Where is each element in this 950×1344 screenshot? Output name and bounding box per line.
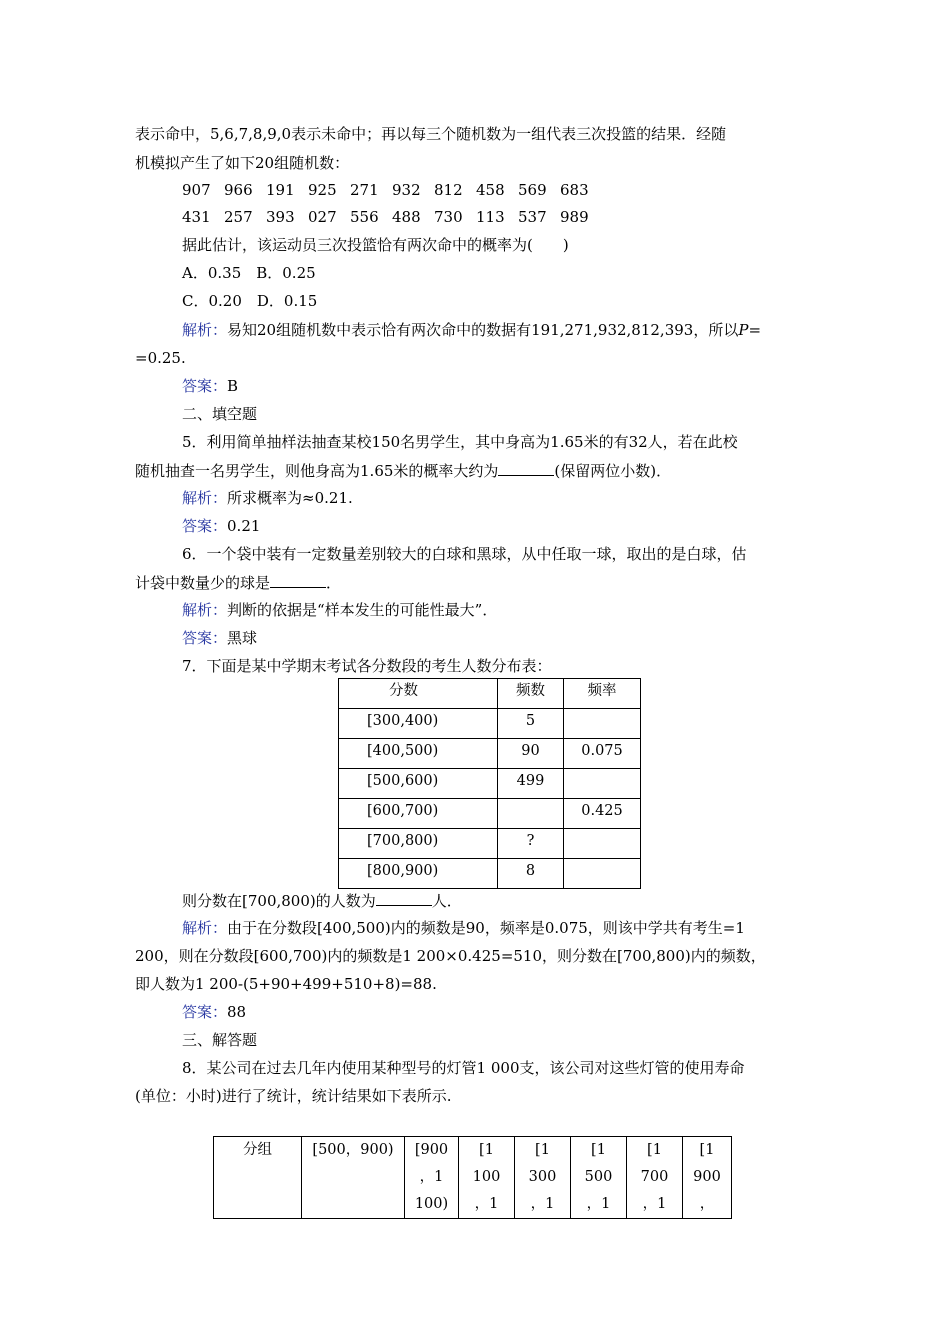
random-number: 925 — [308, 181, 337, 199]
q6-analysis — [182, 600, 497, 620]
random-row-1 — [182, 180, 602, 200]
answer-label: 答案： — [182, 517, 228, 535]
random-number: 458 — [476, 181, 505, 199]
cell-text: ， — [699, 1196, 715, 1212]
section-title-solutions: 三、解答题 — [182, 1031, 258, 1049]
answer-blank — [376, 890, 432, 906]
cell-text: [1 — [479, 1142, 494, 1158]
q7-analysis-line3: 即人数为1 200-(5+90+499+510+8)=88. — [135, 975, 437, 993]
cell-text: ，1 — [419, 1169, 444, 1185]
random-number: 191 — [266, 181, 295, 199]
cell-text: 900 — [693, 1169, 721, 1185]
cell-text: ，1 — [642, 1196, 667, 1212]
cell-text: 500 — [584, 1169, 613, 1185]
cell-text: [1 — [591, 1142, 606, 1158]
random-number: 488 — [392, 208, 421, 226]
table-cell: 499 — [498, 769, 564, 799]
random-number: 812 — [434, 181, 463, 199]
table-cell: [500,600) — [339, 769, 498, 799]
q4-options-cd: C．0.20 D．0.15 — [182, 292, 318, 310]
analysis-text: 易知20组随机数中表示恰有两次命中的数据有191,271,932,812,393，所以 — [227, 321, 739, 339]
q5-line2-suffix: (保留两位小数)． — [554, 462, 672, 480]
table-row — [339, 829, 641, 859]
section-title-fill-in: 二、填空题 — [182, 405, 258, 423]
table-cell: [300,400) — [339, 709, 498, 739]
q5-line2 — [135, 460, 671, 481]
random-number: 537 — [518, 208, 547, 226]
table-cell: 分组 — [214, 1137, 302, 1219]
random-row-2 — [182, 207, 602, 227]
q4-question: 据此估计，该运动员三次投篮恰有两次命中的概率为( ) — [182, 236, 569, 254]
table-row — [339, 799, 641, 829]
q4-analysis-line2: =0.25. — [135, 349, 186, 367]
table-header-row — [339, 679, 641, 709]
table-header: 分数 — [339, 679, 498, 709]
random-number: 989 — [560, 208, 589, 226]
analysis-text: 由于在分数段[400,500)内的频数是90，频率是0.075，则该中学共有考生=1 — [227, 919, 745, 937]
table-cell: 5 — [498, 709, 564, 739]
random-number: 556 — [350, 208, 379, 226]
math-p: P — [738, 321, 749, 339]
q7-line1: 7．下面是某中学期末考试各分数段的考生人数分布表： — [182, 657, 552, 675]
equals: = — [748, 321, 762, 339]
q4-cont-line1: 表示命中，5,6,7,8,9,0表示未命中；再以每三个随机数为一组代表三次投篮的结果．经随 — [135, 125, 727, 143]
cell-text: 700 — [640, 1169, 669, 1185]
cell-text: ，1 — [586, 1196, 611, 1212]
table-cell: 0.075 — [564, 739, 641, 769]
table-cell: [500，900) — [302, 1137, 405, 1219]
table-cell: ? — [498, 829, 564, 859]
random-number: 027 — [308, 208, 337, 226]
table-cell — [683, 1137, 732, 1219]
table-cell — [564, 709, 641, 739]
q7-after-suffix: 人． — [431, 892, 462, 910]
lamp-lifetime-table — [213, 1136, 732, 1219]
analysis-label: 解析： — [182, 489, 228, 507]
table-row — [339, 739, 641, 769]
random-number: 257 — [224, 208, 253, 226]
answer-value: 黑球 — [227, 629, 258, 647]
analysis-text: 判断的依据是“样本发生的可能性最大”． — [227, 601, 498, 619]
table-cell: 0.425 — [564, 799, 641, 829]
q5-answer — [182, 516, 260, 536]
q4-options-ab: A．0.35 B．0.25 — [182, 264, 316, 282]
table-header: 频数 — [498, 679, 564, 709]
cell-text: 100) — [414, 1196, 449, 1212]
table-cell: [800,900) — [339, 859, 498, 889]
table-cell — [564, 829, 641, 859]
random-number: 730 — [434, 208, 463, 226]
table-row — [339, 709, 641, 739]
q5-analysis — [182, 488, 353, 508]
analysis-text: 所求概率为≈0.21. — [227, 489, 353, 507]
answer-blank — [270, 572, 326, 588]
q6-line2 — [135, 572, 341, 593]
table-cell: [600,700) — [339, 799, 498, 829]
table-cell — [405, 1137, 459, 1219]
q5-line2-text: 随机抽查一名男学生，则他身高为1.65米的概率大约为 — [135, 462, 499, 480]
answer-label: 答案： — [182, 377, 228, 395]
analysis-label: 解析： — [182, 321, 228, 339]
q7-analysis-line1 — [182, 918, 745, 938]
table-cell: [700,800) — [339, 829, 498, 859]
random-number: 966 — [224, 181, 253, 199]
table-row — [339, 769, 641, 799]
random-number: 113 — [476, 208, 505, 226]
table-cell — [515, 1137, 571, 1219]
table-header: 频率 — [564, 679, 641, 709]
cell-text: [1 — [535, 1142, 550, 1158]
table-cell: 8 — [498, 859, 564, 889]
q6-line1: 6．一个袋中装有一定数量差别较大的白球和黑球，从中任取一球，取出的是白球，估 — [182, 545, 747, 563]
q7-analysis-line2: 200，则在分数段[600,700)内的频数是1 200×0.425=510，则分数在[700,800)内的频数， — [135, 947, 766, 965]
cell-text: [1 — [647, 1142, 662, 1158]
random-number: 907 — [182, 181, 211, 199]
random-number: 431 — [182, 208, 211, 226]
answer-label: 答案： — [182, 1003, 228, 1021]
cell-text: 100 — [472, 1169, 501, 1185]
q8-line2: (单位：小时)进行了统计，统计结果如下表所示. — [135, 1087, 452, 1105]
table-cell — [627, 1137, 683, 1219]
random-number: 683 — [560, 181, 589, 199]
q6-line2-text: 计袋中数量少的球是 — [135, 574, 271, 592]
answer-blank — [498, 460, 554, 476]
cell-text: ，1 — [530, 1196, 555, 1212]
q5-line1: 5．利用简单抽样法抽查某校150名男学生，其中身高为1.65米的有32人，若在此校 — [182, 433, 738, 451]
q4-cont-line2: 机模拟产生了如下20组随机数： — [135, 154, 350, 172]
score-distribution-table — [338, 678, 641, 889]
table-cell — [564, 859, 641, 889]
table-cell — [459, 1137, 515, 1219]
q7-answer — [182, 1002, 246, 1022]
answer-value: 0.21 — [227, 517, 261, 535]
q7-after-table — [182, 890, 462, 911]
cell-text: [1 — [699, 1142, 715, 1158]
cell-text: ，1 — [474, 1196, 499, 1212]
random-number: 271 — [350, 181, 379, 199]
table-row — [339, 859, 641, 889]
cell-text: [900 — [414, 1142, 449, 1158]
q7-after-text: 则分数在[700,800)的人数为 — [182, 892, 376, 910]
random-number: 932 — [392, 181, 421, 199]
answer-label: 答案： — [182, 629, 228, 647]
q6-line2-suffix: ． — [326, 574, 342, 592]
random-number: 393 — [266, 208, 295, 226]
cell-text: 300 — [528, 1169, 557, 1185]
q4-analysis — [182, 320, 761, 340]
q6-answer — [182, 628, 257, 648]
analysis-label: 解析： — [182, 919, 228, 937]
answer-value: B — [227, 377, 239, 395]
answer-value: 88 — [227, 1003, 247, 1021]
random-number: 569 — [518, 181, 547, 199]
table-cell — [571, 1137, 627, 1219]
table-cell — [564, 769, 641, 799]
table-cell: 90 — [498, 739, 564, 769]
table-row — [214, 1137, 732, 1219]
table-cell — [498, 799, 564, 829]
table-cell: [400,500) — [339, 739, 498, 769]
analysis-label: 解析： — [182, 601, 228, 619]
q4-answer — [182, 376, 238, 396]
q8-line1: 8．某公司在过去几年内使用某种型号的灯管1 000支，该公司对这些灯管的使用寿命 — [182, 1059, 745, 1077]
